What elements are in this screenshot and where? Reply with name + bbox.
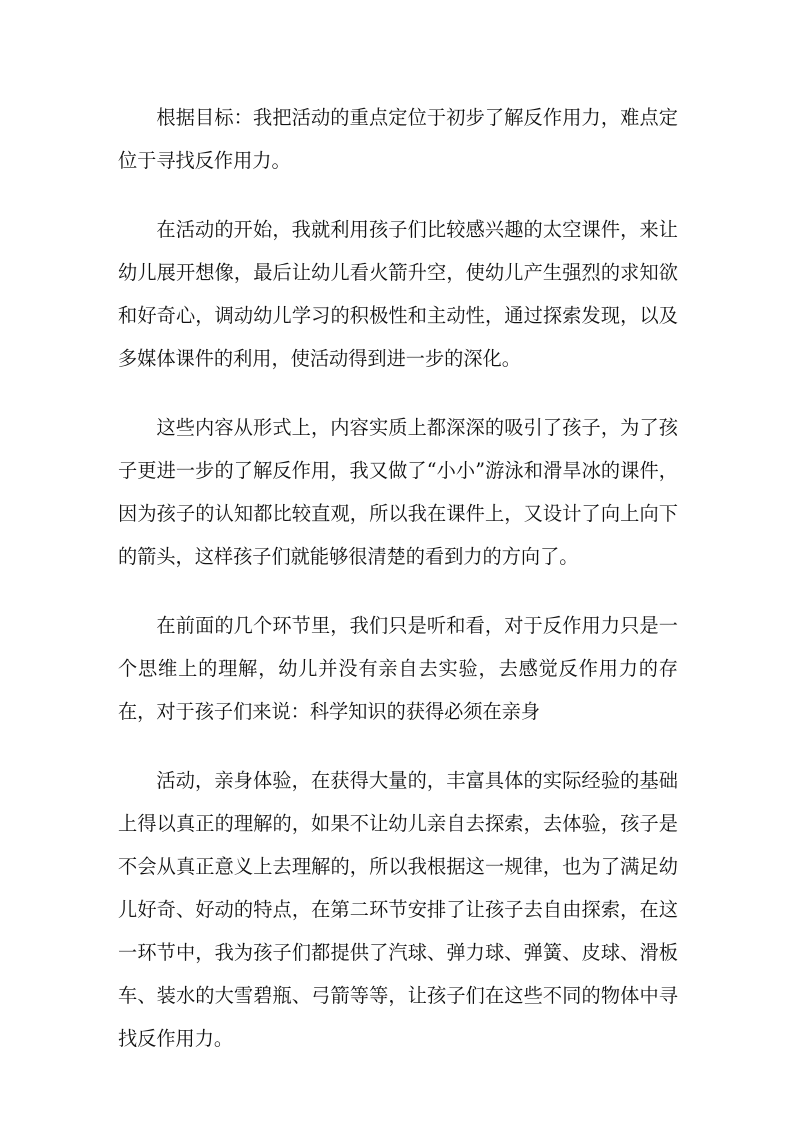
paragraph-previous-sections: 在前面的几个环节里，我们只是听和看，对于反作用力只是一个思维上的理解，幼儿并没有亲自去实验，去感觉反作用力的存在，对于孩子们来说：科学知识的获得必须在亲身 bbox=[118, 614, 678, 723]
document-body bbox=[118, 96, 678, 1086]
paragraph-goal: 根据目标：我把活动的重点定位于初步了解反作用力，难点定位于寻找反作用力。 bbox=[118, 106, 678, 172]
paragraph-content-form: 这些内容从形式上，内容实质上都深深的吸引了孩子，为了孩子更进一步的了解反作用，我又做了“小小”游泳和滑旱冰的课件，因为孩子的认知都比较直观，所以我在课件上，又设计了向上向下的箭头，这样孩子们就能够很清楚的看到力的方向了。 bbox=[118, 416, 678, 568]
paragraph-hands-on-exploration: 活动，亲身体验，在获得大量的，丰富具体的实际经验的基础上得以真正的理解的，如果不让幼儿亲自去探索，去体验，孩子是不会从真正意义上去理解的，所以我根据这一规律，也为了满足幼儿好奇、好动的特点，在第二环节安排了让孩子去自由探索，在这一环节中，我为孩子们都提供了汽球、弹力球、弹簧、皮球、滑板车、装水的大雪碧瓶、弓箭等等，让孩子们在这些不同的物体中寻找反作用力。 bbox=[118, 769, 678, 1050]
paragraph-activity-start: 在活动的开始，我就利用孩子们比较感兴趣的太空课件，来让幼儿展开想像，最后让幼儿看火箭升空，使幼儿产生强烈的求知欲和好奇心，调动幼儿学习的积极性和主动性，通过探索发现，以及多媒体课件的利用，使活动得到进一步的深化。 bbox=[118, 218, 678, 370]
